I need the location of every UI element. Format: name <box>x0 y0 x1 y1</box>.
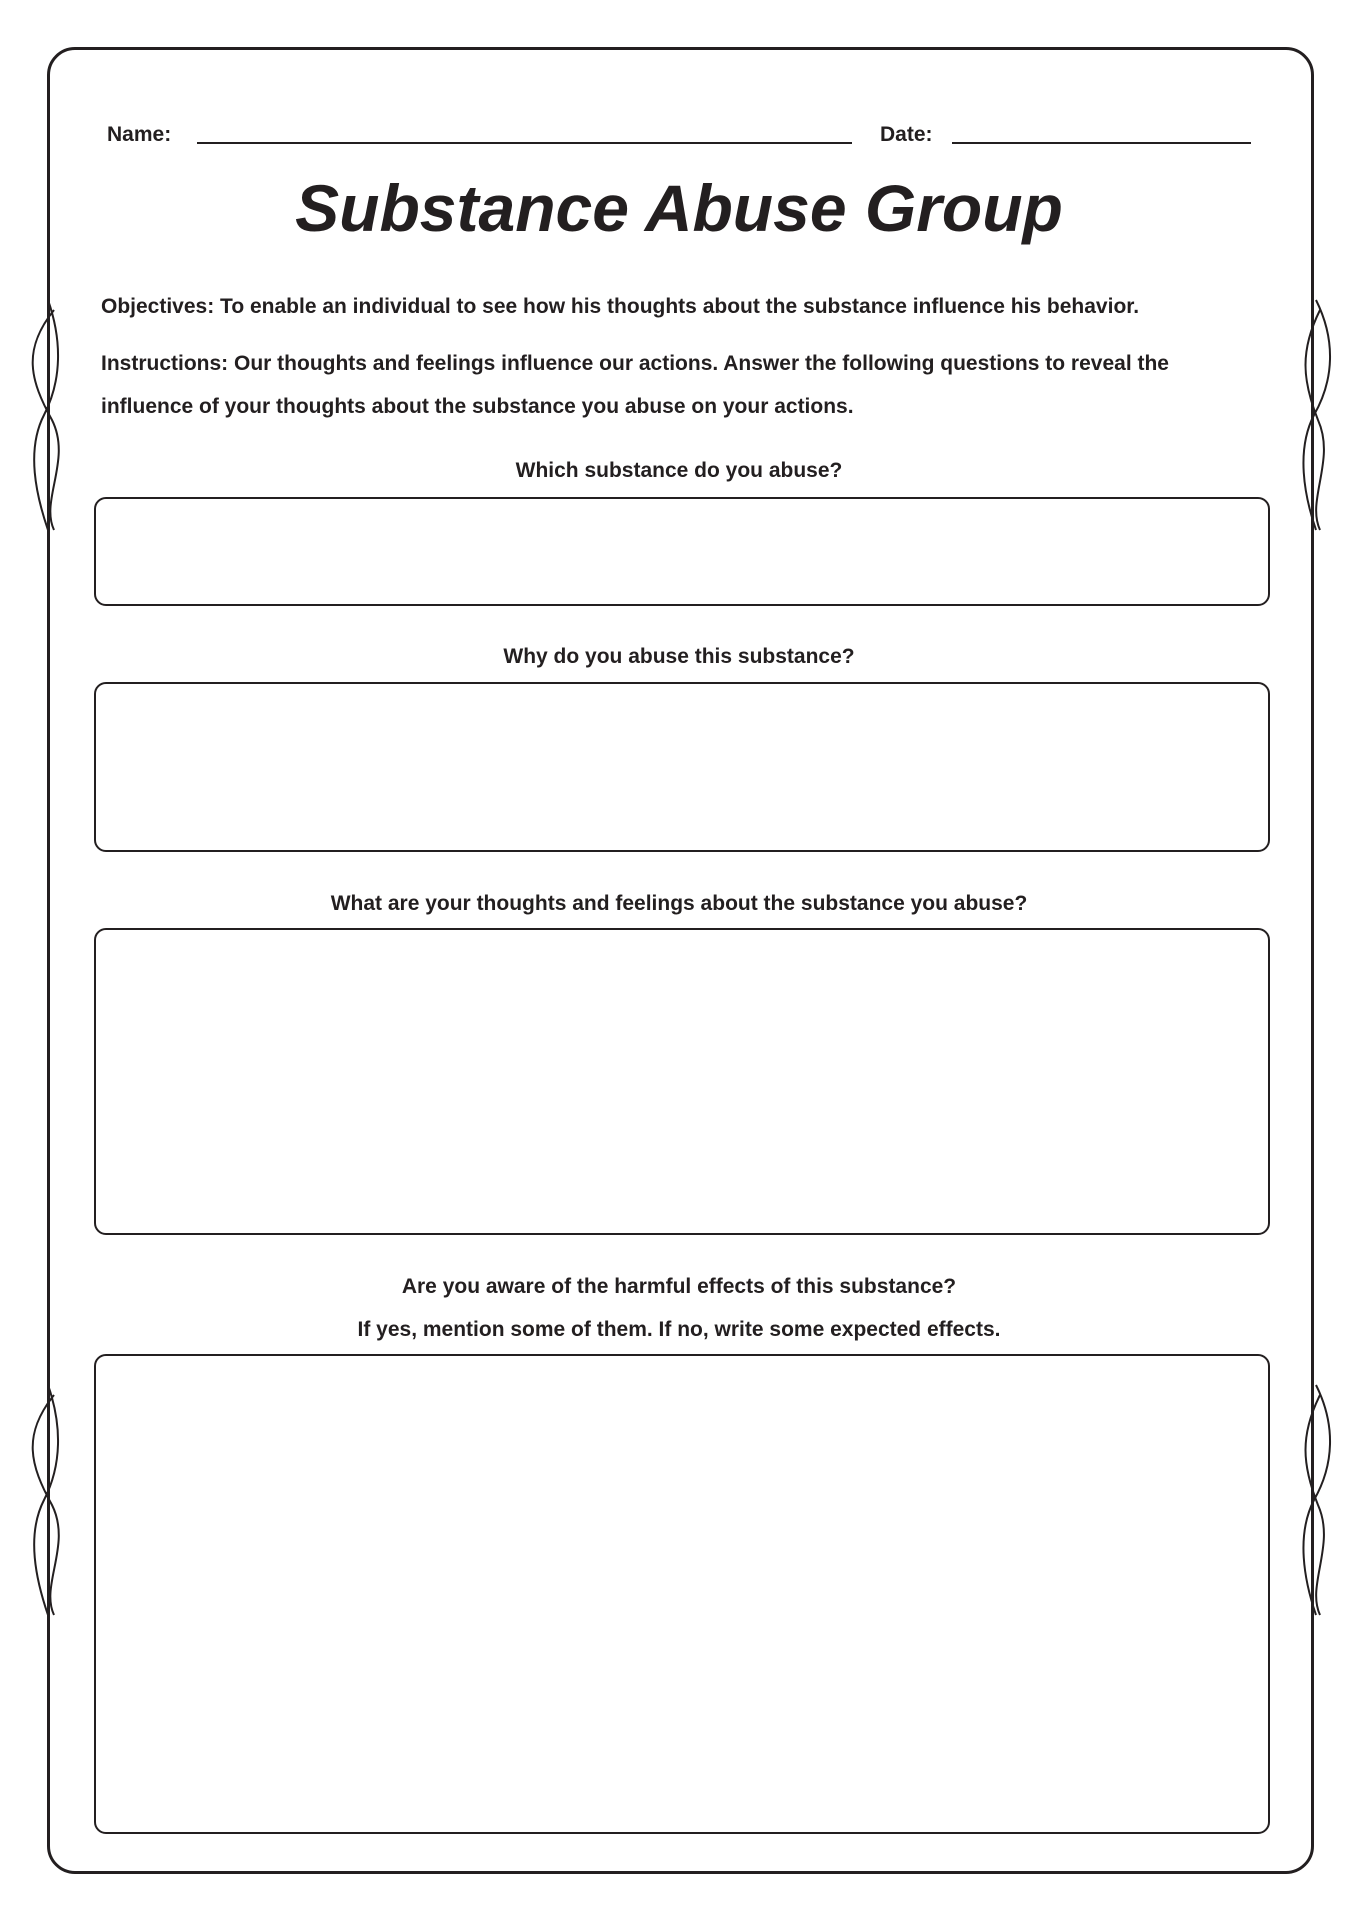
answer-box-2[interactable] <box>94 682 1270 852</box>
date-label: Date: <box>880 123 933 146</box>
page-title: Substance Abuse Group <box>295 171 1063 245</box>
answer-box-3[interactable] <box>94 928 1270 1235</box>
instructions-text: Instructions: Our thoughts and feelings influence our actions. Answer the following questions to reveal the influence of your thoughts about the substance you abuse on your actions. <box>101 352 1169 418</box>
question-4-subtext: If yes, mention some of them. If no, write some expected effects. <box>357 1318 1001 1341</box>
objectives-text: Objectives: To enable an individual to see how his thoughts about the substance influence his behavior. <box>101 295 1140 318</box>
question-4: Are you aware of the harmful effects of this substance? <box>401 1275 957 1298</box>
question-1: Which substance do you abuse? <box>515 459 843 482</box>
question-2: Why do you abuse this substance? <box>503 645 855 668</box>
answer-box-4[interactable] <box>94 1354 1270 1834</box>
question-3: What are your thoughts and feelings about the substance you abuse? <box>330 892 1028 915</box>
date-field[interactable] <box>952 142 1251 144</box>
answer-box-1[interactable] <box>94 497 1270 606</box>
name-field[interactable] <box>197 142 852 144</box>
name-label: Name: <box>107 123 172 146</box>
